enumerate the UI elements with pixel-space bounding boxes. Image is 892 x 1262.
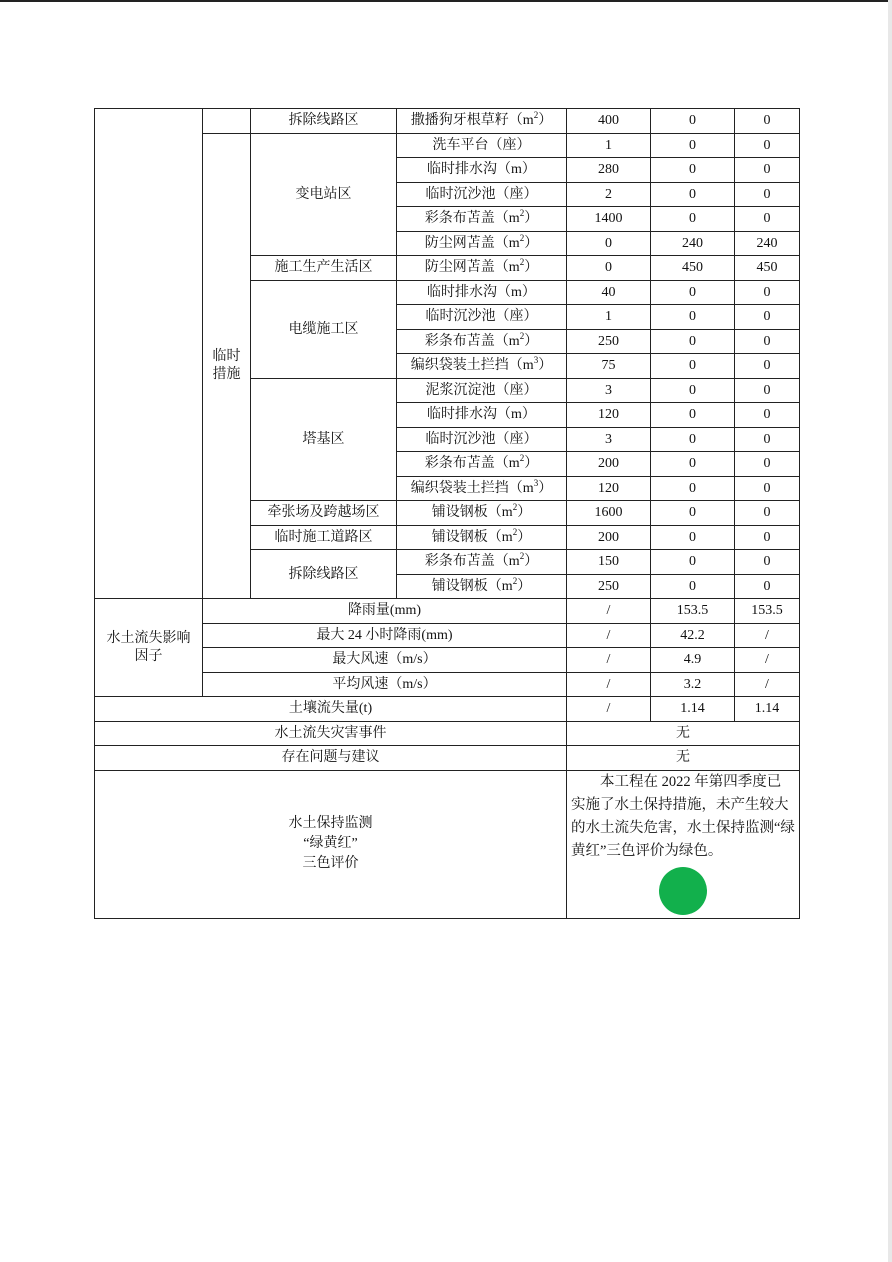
zone-name: 牵张场及跨越场区 (251, 501, 397, 526)
design-value: / (567, 599, 651, 624)
design-value: 200 (567, 452, 651, 477)
soil-loss-row (95, 697, 800, 722)
soil-loss-label: 土壤流失量(t) (95, 697, 567, 722)
quarter-value: 0 (651, 280, 735, 305)
measure-type-cell-blank (203, 109, 251, 134)
quarter-value: 0 (651, 476, 735, 501)
quarter-value: 0 (651, 207, 735, 232)
design-value: 280 (567, 158, 651, 183)
quarter-value: 0 (651, 501, 735, 526)
issues-label: 存在问题与建议 (95, 746, 567, 771)
evaluation-row (95, 770, 800, 918)
design-value: 1 (567, 305, 651, 330)
quarter-value: 0 (651, 109, 735, 134)
cumulative-value: 0 (735, 574, 800, 599)
cumulative-value: 0 (735, 280, 800, 305)
quarter-value: 0 (651, 574, 735, 599)
evaluation-label: 水土保持监测 “绿黄红” 三色评价 (95, 770, 567, 918)
disaster-value: 无 (567, 721, 800, 746)
measure-item: 彩条布苫盖$(m^2)$ (397, 329, 567, 354)
measure-item: 临时排水沟（m） (397, 403, 567, 428)
disaster-row (95, 721, 800, 746)
measure-item: 铺设钢板$(m^2)$ (397, 574, 567, 599)
cumulative-value: / (735, 672, 800, 697)
quarter-value: 0 (651, 550, 735, 575)
cumulative-value: 0 (735, 158, 800, 183)
quarter-value: 0 (651, 182, 735, 207)
zone-name: 变电站区 (251, 133, 397, 256)
design-value: 0 (567, 231, 651, 256)
issues-value: 无 (567, 746, 800, 771)
measure-item: 临时排水沟（m） (397, 158, 567, 183)
design-value: 250 (567, 574, 651, 599)
factor-name: 平均风速（m/s） (203, 672, 567, 697)
quarter-value: 0 (651, 452, 735, 477)
quarter-value: 0 (651, 525, 735, 550)
cumulative-value: 0 (735, 550, 800, 575)
cumulative-value: 0 (735, 452, 800, 477)
page-edge-shade (888, 0, 892, 1262)
cumulative-value: 0 (735, 476, 800, 501)
quarter-value: 42.2 (651, 623, 735, 648)
design-value: 1400 (567, 207, 651, 232)
design-value: 200 (567, 525, 651, 550)
cumulative-value: 0 (735, 329, 800, 354)
design-value: 400 (567, 109, 651, 134)
design-value: 3 (567, 378, 651, 403)
measure-item: 铺设钢板$(m^2)$ (397, 525, 567, 550)
quarter-value: 0 (651, 305, 735, 330)
measure-item: 防尘网苫盖$(m^2)$ (397, 256, 567, 281)
cumulative-value: 153.5 (735, 599, 800, 624)
measure-row (95, 109, 800, 134)
cumulative-value: / (735, 648, 800, 673)
measure-item: 临时沉沙池（座） (397, 427, 567, 452)
zone-name: 塔基区 (251, 378, 397, 501)
cumulative-value: 0 (735, 133, 800, 158)
quarter-value: 3.2 (651, 672, 735, 697)
zone-name: 电缆施工区 (251, 280, 397, 378)
factor-name: 降雨量(mm) (203, 599, 567, 624)
zone-name: 拆除线路区 (251, 550, 397, 599)
issues-row (95, 746, 800, 771)
cumulative-value: 0 (735, 525, 800, 550)
zone-name: 临时施工道路区 (251, 525, 397, 550)
quarter-value: 240 (651, 231, 735, 256)
cumulative-value: 0 (735, 403, 800, 428)
cumulative-value: 0 (735, 182, 800, 207)
design-value: 3 (567, 427, 651, 452)
factor-row (95, 599, 800, 624)
cumulative-value: 450 (735, 256, 800, 281)
green-rating-dot (659, 867, 707, 915)
evaluation-cell (567, 770, 800, 918)
measure-item: 铺设钢板$(m^2)$ (397, 501, 567, 526)
cumulative-value: 240 (735, 231, 800, 256)
design-value: 150 (567, 550, 651, 575)
measure-item: 编织袋装土拦挡$(m^3)$ (397, 354, 567, 379)
factor-name: 最大 24 小时降雨(mm) (203, 623, 567, 648)
quarter-value: 4.9 (651, 648, 735, 673)
cumulative-value: 0 (735, 354, 800, 379)
cumulative-value: 0 (735, 427, 800, 452)
design-value: 120 (567, 403, 651, 428)
evaluation-text: 本工程在 2022 年第四季度已实施了水土保持措施，未产生较大的水土流失危害，水土保持监测“绿黄红”三色评价为绿色。 (571, 773, 795, 859)
quarter-value: 0 (651, 403, 735, 428)
quarter-value: 0 (651, 427, 735, 452)
disaster-label: 水土流失灾害事件 (95, 721, 567, 746)
design-value: 1 (567, 133, 651, 158)
measure-item: 彩条布苫盖$(m^2)$ (397, 452, 567, 477)
measure-item: 临时排水沟（m） (397, 280, 567, 305)
design-value: / (567, 648, 651, 673)
cumulative-value: 0 (735, 305, 800, 330)
design-value: 250 (567, 329, 651, 354)
measure-item: 彩条布苫盖$(m^2)$ (397, 550, 567, 575)
quarter-value: 0 (651, 158, 735, 183)
design-value: / (567, 697, 651, 722)
cumulative-value: 0 (735, 109, 800, 134)
monitoring-table (94, 108, 800, 919)
cumulative-value: 0 (735, 501, 800, 526)
measure-category-cell (95, 109, 203, 599)
measure-item: 防尘网苫盖$(m^2)$ (397, 231, 567, 256)
measure-item: 临时沉沙池（座） (397, 305, 567, 330)
page-top-rule (0, 0, 892, 2)
design-value: 120 (567, 476, 651, 501)
quarter-value: 450 (651, 256, 735, 281)
design-value: 1600 (567, 501, 651, 526)
zone-name: 拆除线路区 (251, 109, 397, 134)
measure-item: 泥浆沉淀池（座） (397, 378, 567, 403)
quarter-value: 0 (651, 378, 735, 403)
measure-item: 临时沉沙池（座） (397, 182, 567, 207)
factor-name: 最大风速（m/s） (203, 648, 567, 673)
design-value: / (567, 672, 651, 697)
design-value: / (567, 623, 651, 648)
design-value: 0 (567, 256, 651, 281)
quarter-value: 0 (651, 133, 735, 158)
quarter-value: 1.14 (651, 697, 735, 722)
factor-group-label: 水土流失影响 因子 (95, 599, 203, 697)
measure-item: 洗车平台（座） (397, 133, 567, 158)
cumulative-value: 1.14 (735, 697, 800, 722)
temporary-measures-label: 临时 措施 (203, 133, 251, 599)
quarter-value: 0 (651, 354, 735, 379)
design-value: 75 (567, 354, 651, 379)
measure-item: 彩条布苫盖$(m^2)$ (397, 207, 567, 232)
design-value: 2 (567, 182, 651, 207)
cumulative-value: 0 (735, 378, 800, 403)
cumulative-value: 0 (735, 207, 800, 232)
measure-item: 撒播狗牙根草籽$(m^2)$ (397, 109, 567, 134)
design-value: 40 (567, 280, 651, 305)
quarter-value: 153.5 (651, 599, 735, 624)
cumulative-value: / (735, 623, 800, 648)
zone-name: 施工生产生活区 (251, 256, 397, 281)
measure-item: 编织袋装土拦挡$(m^3)$ (397, 476, 567, 501)
quarter-value: 0 (651, 329, 735, 354)
